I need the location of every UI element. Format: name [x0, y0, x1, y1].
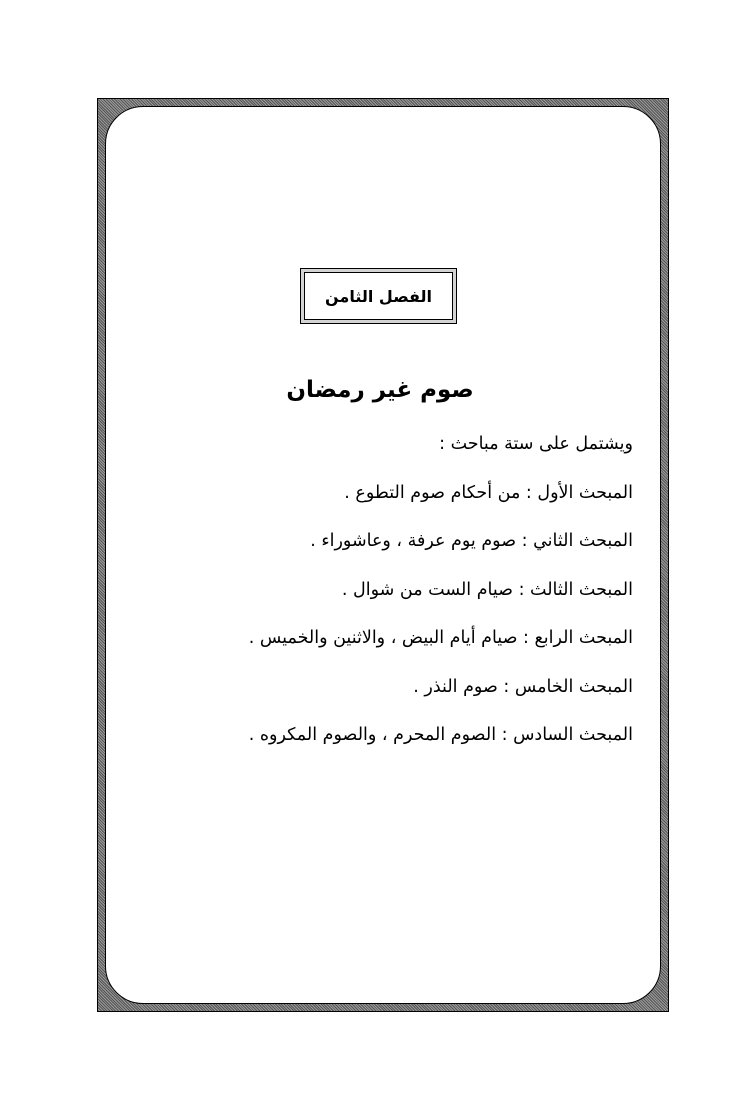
section-line-4: المبحث الرابع : صيام أيام البيض ، والاثنين والخميس . [248, 628, 633, 648]
intro-line: ويشتمل على ستة مباحث : [439, 434, 633, 454]
section-line-3: المبحث الثالث : صيام الست من شوال . [341, 579, 633, 600]
chapter-heading-box [300, 268, 457, 324]
section-line-5: المبحث الخامس : صوم النذر . [413, 676, 633, 697]
chapter-heading-label: الفصل الثامن [304, 272, 453, 320]
chapter-title: صوم غير رمضان [286, 377, 474, 403]
chapter-contents [133, 420, 633, 760]
section-line-1: المبحث الأول : من أحكام صوم التطوع . [344, 482, 633, 503]
section-line-6: المبحث السادس : الصوم المحرم ، والصوم المكروه . [248, 725, 633, 745]
section-line-2: المبحث الثاني : صوم يوم عرفة ، وعاشوراء . [310, 531, 633, 551]
